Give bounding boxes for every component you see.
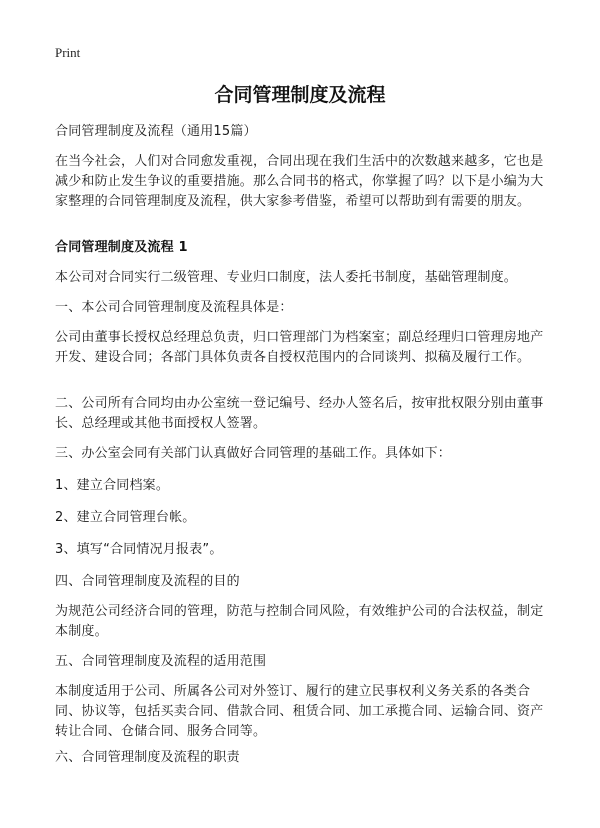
paragraph: 本制度适用于公司、所属各公司对外签订、履行的建立民事权利义务关系的各类合同、协议等，包括买卖合同、借款合同、租赁合同、加工承揽合同、运输合同、资产转让合同、仓储合同、服务合同等。 [55, 684, 544, 739]
page-title: 合同管理制度及流程 [214, 84, 386, 106]
document-subtitle: 合同管理制度及流程（通用15篇） [55, 124, 257, 139]
list-item: 1、建立合同档案。 [55, 478, 170, 493]
paragraph: 三、办公室会同有关部门认真做好合同管理的基础工作。具体如下： [55, 446, 452, 461]
list-item: 3、填写“合同情况月报表”。 [55, 542, 223, 557]
paragraph: 一、本公司合同管理制度及流程具体是： [55, 300, 293, 315]
paragraph: 五、合同管理制度及流程的适用范围 [55, 654, 267, 669]
paragraph: 二、公司所有合同均由办公室统一登记编号、经办人签名后，按审批权限分别由董事长、总经理或其他书面授权人签署。 [55, 396, 544, 431]
print-link[interactable]: Print [55, 45, 81, 60]
paragraph: 六、合同管理制度及流程的职责 [55, 750, 240, 765]
paragraph: 四、合同管理制度及流程的目的 [55, 574, 240, 589]
paragraph: 本公司对合同实行二级管理、专业归口制度，法人委托书制度，基础管理制度。 [55, 270, 518, 285]
section-heading: 合同管理制度及流程 1 [55, 240, 188, 255]
intro-paragraph: 在当今社会，人们对合同愈发重视，合同出现在我们生活中的次数越来越多，它也是减少和防止发生争议的重要措施。那么合同书的格式，你掌握了吗？以下是小编为大家整理的合同管理制度及流程，供大家参考借鉴，希望可以帮助到有需要的朋友。 [55, 154, 544, 209]
paragraph: 为规范公司经济合同的管理，防范与控制合同风险，有效维护公司的合法权益，制定本制度。 [55, 604, 544, 639]
paragraph: 公司由董事长授权总经理总负责，归口管理部门为档案室；副总经理归口管理房地产开发、建设合同；各部门具体负责各自授权范围内的合同谈判、拟稿及履行工作。 [55, 330, 544, 365]
list-item: 2、建立合同管理台帐。 [55, 510, 196, 525]
